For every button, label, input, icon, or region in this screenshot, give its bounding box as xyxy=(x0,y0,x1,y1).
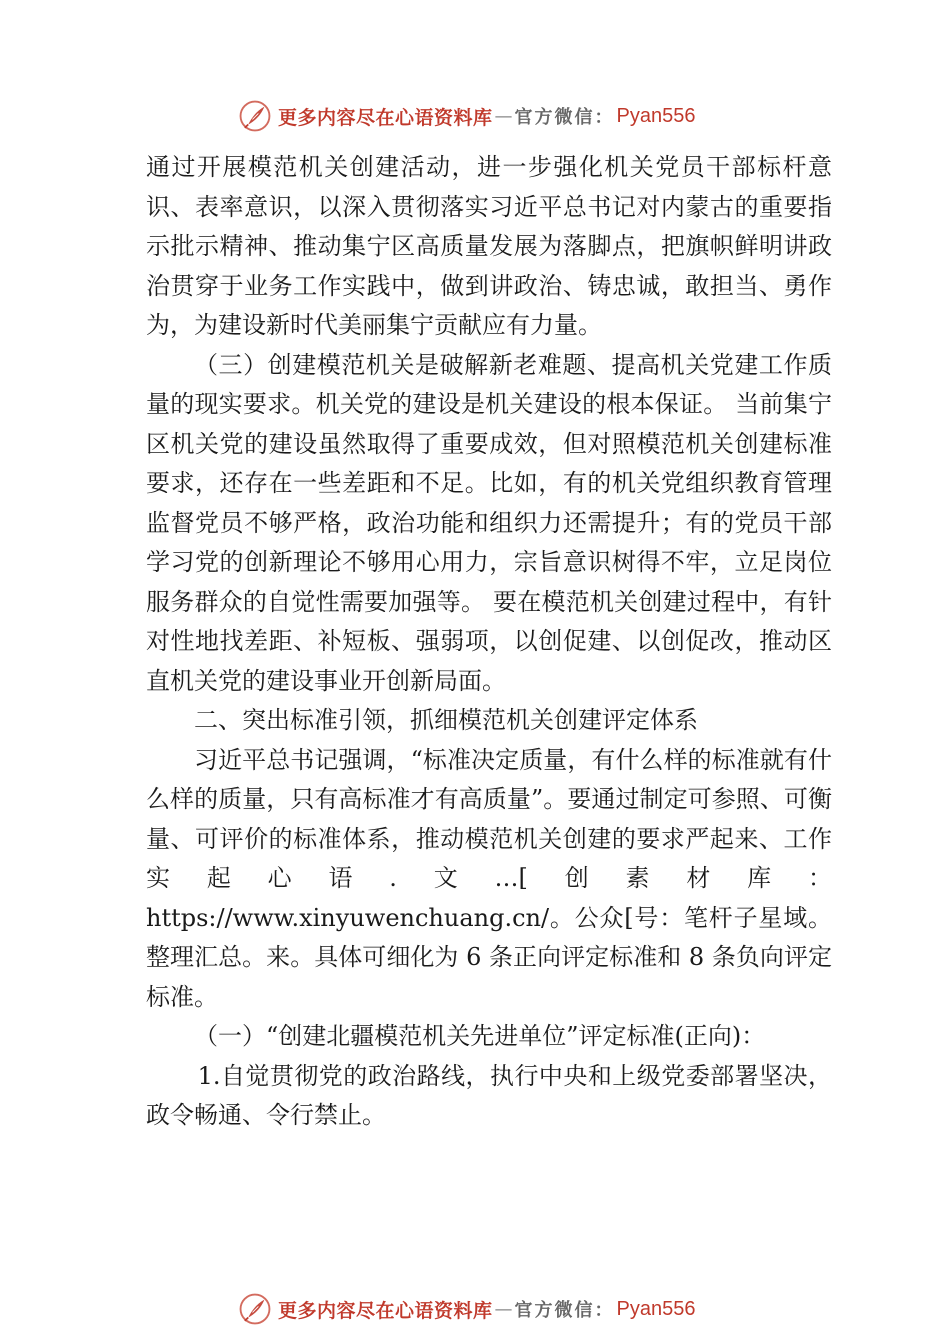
banner-dash: — xyxy=(494,105,513,127)
banner-wechat-label: 官方微信： xyxy=(514,107,615,128)
paragraph-continuation: 通过开展模范机关创建活动，进一步强化机关党员干部标杆意识、表率意识，以深入贯彻落实习近平总书记对内蒙古的重要指示批示精神、推动集宁区高质量发展为落脚点，把旗帜鲜明讲政治贯穿于业务工作实践中，做到讲政治、铸忠诚，敢担当、勇作为，为建设新时代美丽集宁贡献应有力量。 xyxy=(146,153,832,339)
list-item-1: 1.自觉贯彻党的政治路线，执行中央和上级党委部署坚决，政令畅通、令行禁止。 xyxy=(146,1061,832,1129)
banner-library-name: 更多内容尽在心语资料库 xyxy=(278,1299,493,1322)
paragraph-section-three: （三）创建模范机关是破解新老难题、提高机关党建工作质量的现实要求。机关党的建设是机关建设的根本保证。 当前集宁区机关党的建设虽然取得了重要成效，但对照模范机关创建标准要求，还存在一些差距和不足。比如，有的机关党组织教育管理监督党员不够严格，政治功能和组织力还需提升；有的党员干部学习党的创新理论不够用心用力，宗旨意识树得不牢，立足岗位服务群众的自觉性需要加强等。 要在模范机关创建过程中，有针对性地找差距、补短板、强弱项，以创促建、以创促改，推动区直机关党的建设事业开创新局面。 xyxy=(146,350,832,695)
banner-wechat-id: Pyan556 xyxy=(616,104,696,127)
paragraph-standards-intro: 习近平总书记强调，“标准决定质量，有什么样的标准就有什么样的质量，只有高标准才有高质量”。要通过制定可参照、可衡量、可评价的标准体系，推动模范机关创建的要求严起来、工作实起心语.文…[创素材库：https://www.xinyuwenchuang.cn/。公众[号：笔杆子星域。整理汇总。来。具体可细化为 6 条正向评定标准和 8 条负向评定标准。 xyxy=(146,745,832,1011)
subheading-positive-standards: （一）“创建北疆模范机关先进单位”评定标准(正向)： xyxy=(194,1022,766,1050)
banner-wechat-label: 官方微信： xyxy=(514,1300,615,1321)
footer-banner xyxy=(238,1289,695,1329)
banner-dash: — xyxy=(494,1298,513,1320)
document-body xyxy=(146,148,832,1136)
section-heading-two: 二、突出标准引领，抓细模范机关创建评定体系 xyxy=(194,706,698,734)
banner-wechat-id: Pyan556 xyxy=(616,1297,696,1320)
feather-quill-logo-icon xyxy=(238,99,272,133)
feather-quill-logo-icon xyxy=(238,1292,272,1326)
banner-library-name: 更多内容尽在心语资料库 xyxy=(278,106,493,129)
header-banner xyxy=(238,96,695,136)
